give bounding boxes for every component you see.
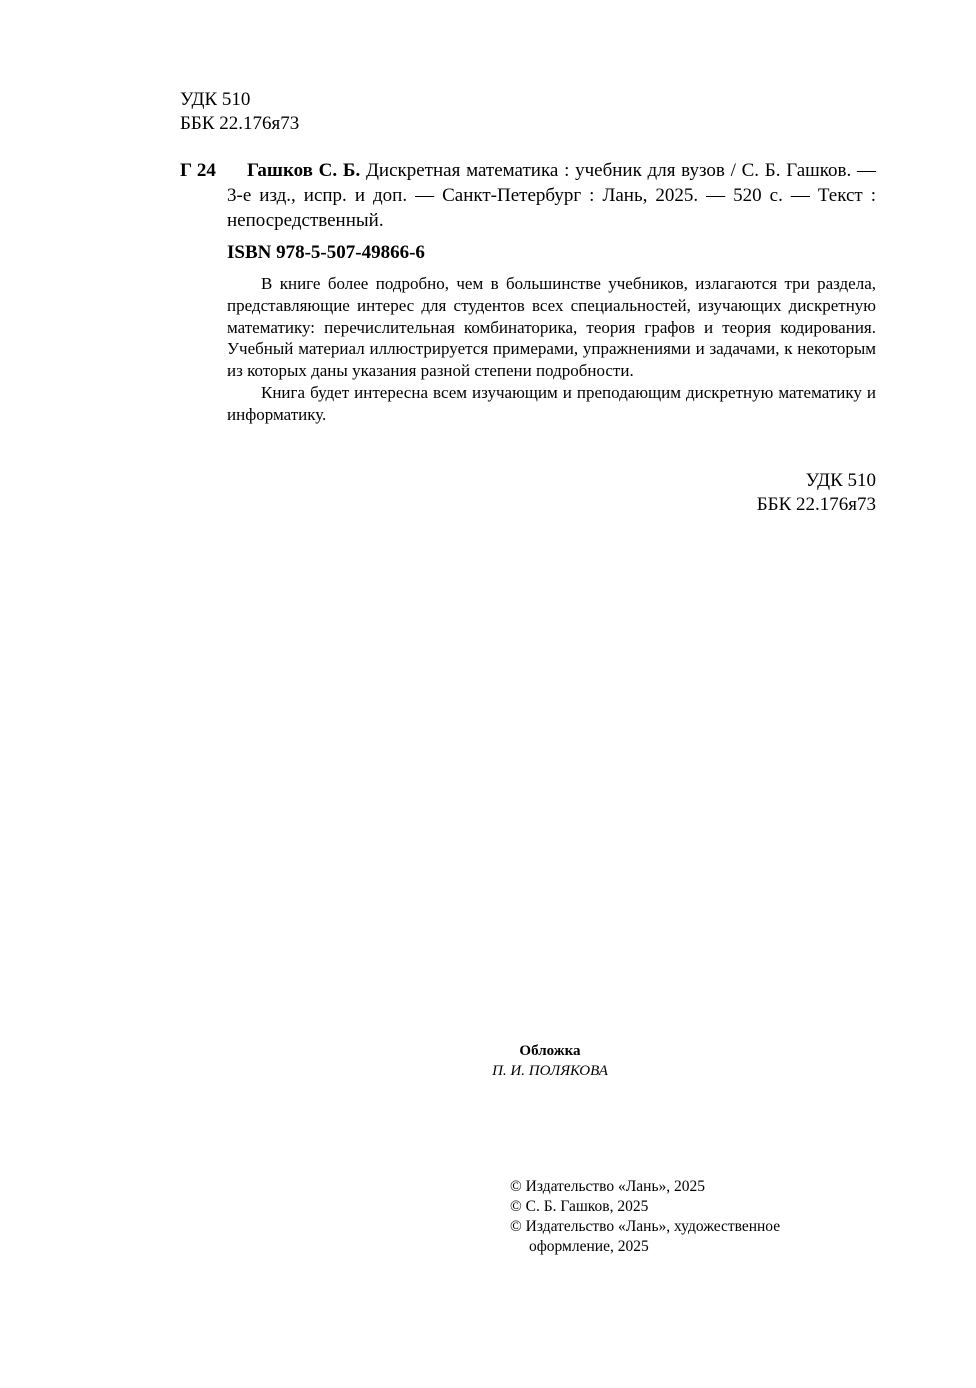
- author-mark: Г 24: [180, 160, 216, 181]
- udk-code: УДК 510: [805, 470, 876, 491]
- cover-artist: П. И. ПОЛЯКОВА: [492, 1063, 608, 1079]
- copyright-line: © Издательство «Лань», художественное: [510, 1218, 781, 1235]
- isbn: ISBN 978-5-507-49866-6: [227, 242, 425, 263]
- cover-credit-title: Обложка: [519, 1043, 581, 1059]
- copyright-block: [510, 1177, 830, 1257]
- copyright-line: © Издательство «Лань», 2025: [510, 1178, 706, 1195]
- bbk-code: ББК 22.176я73: [756, 494, 876, 515]
- bibliographic-description: [227, 158, 876, 233]
- cover-credit: [470, 1041, 630, 1081]
- annotation-paragraph: В книге более подробно, чем в большинстве учебников, излагаются три раздела, представляющие интерес для студентов всех специальностей, изучающих дискретную математику: перечислительная комбинаторика, теория графов и теория кодирования. Учебный материал иллюстрируется примерами, упражнениями и задачами, к некоторым из которых даны указания разной степени подробности.: [227, 274, 876, 381]
- udk-code: УДК 510: [180, 89, 251, 110]
- bbk-code: ББК 22.176я73: [180, 113, 300, 134]
- book-description: Дискретная математика : учебник для вузов / С. Б. Гашков. — 3-е изд., испр. и доп. — Санкт-Петербург : Лань, 2025. — 520 с. — Текст : непосредственный.: [227, 160, 876, 231]
- copyright-line-continuation: оформление, 2025: [529, 1238, 649, 1255]
- author-name: Гашков С. Б.: [247, 160, 361, 181]
- bibliographic-record: [180, 158, 876, 233]
- annotation: [227, 273, 876, 426]
- classification-codes-top: [180, 88, 299, 136]
- annotation-paragraph: Книга будет интересна всем изучающим и преподающим дискретную математику и информатику.: [227, 382, 876, 424]
- copyright-line: © С. Б. Гашков, 2025: [510, 1198, 649, 1215]
- classification-codes-bottom: [757, 469, 876, 517]
